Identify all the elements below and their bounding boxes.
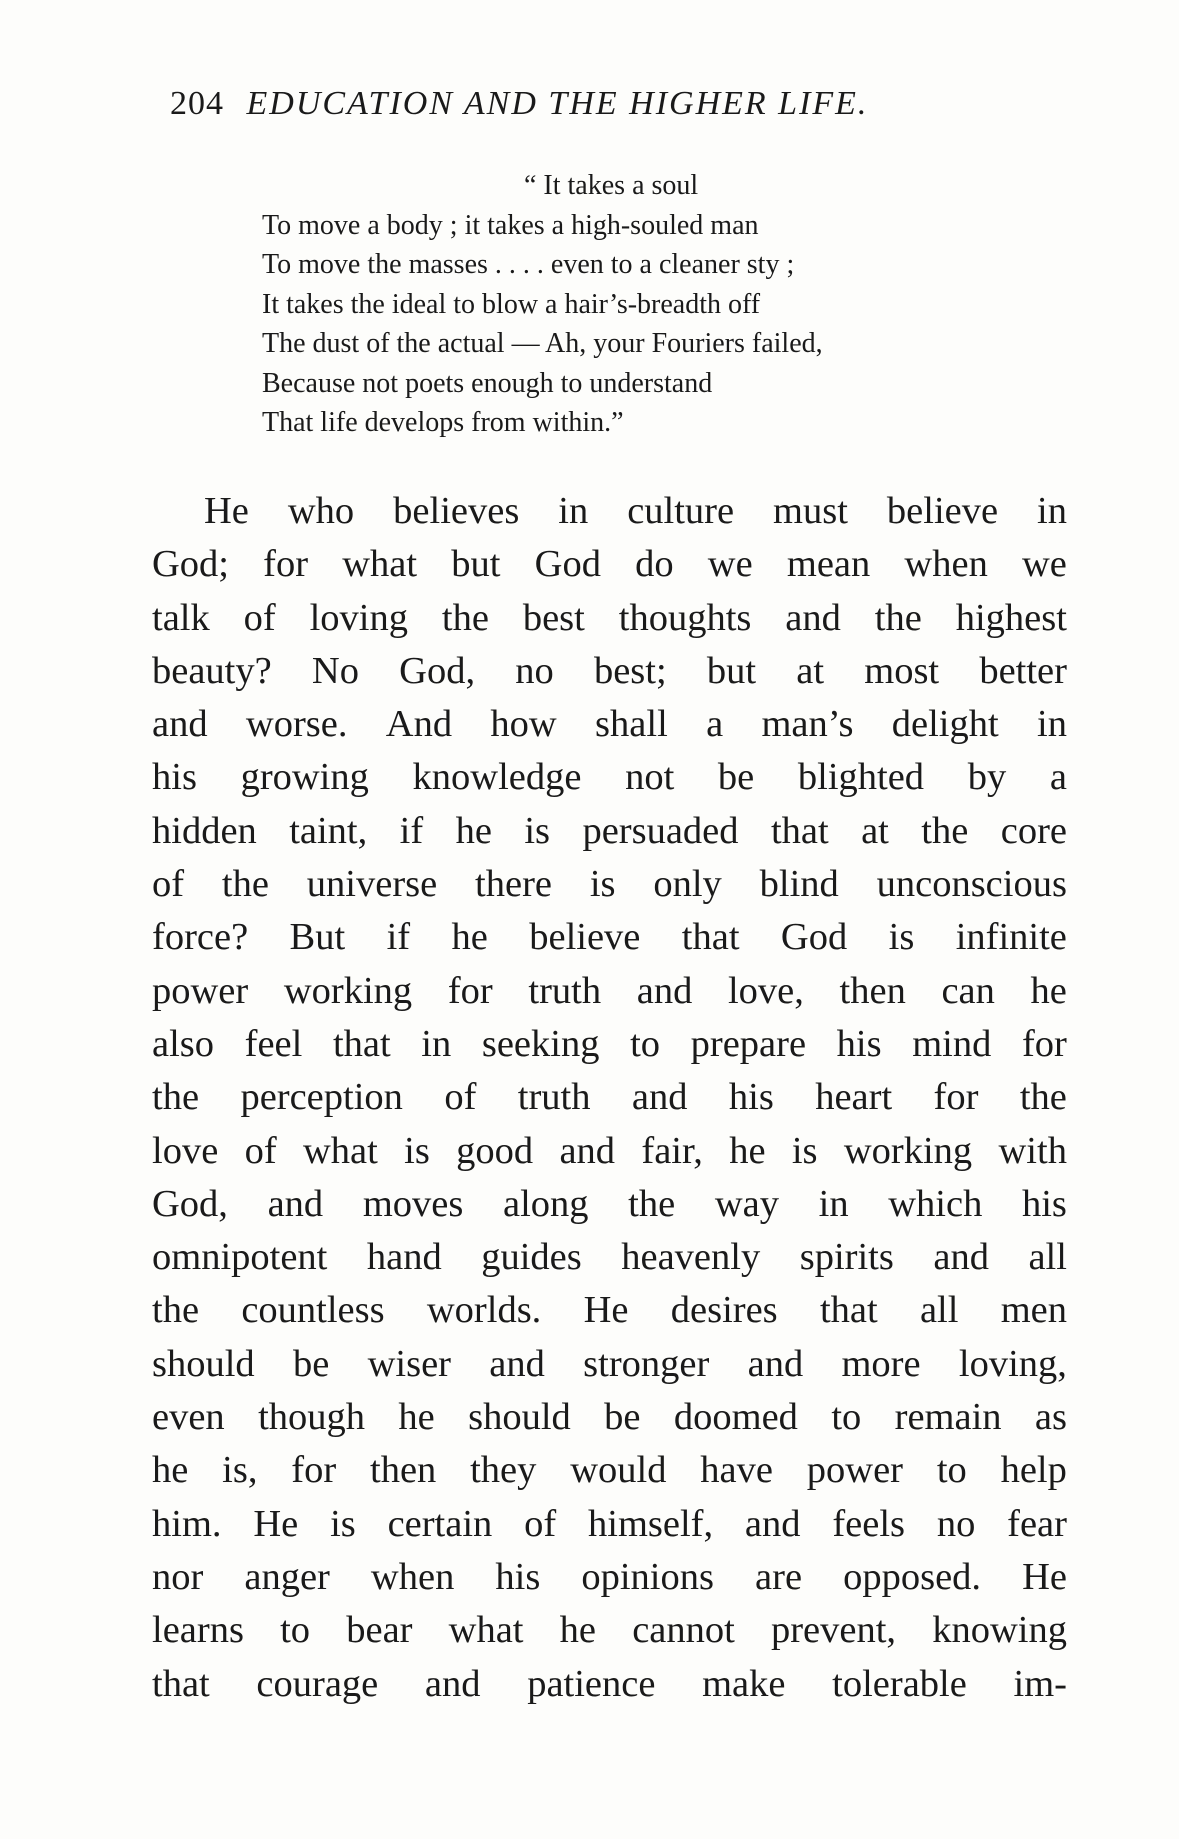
text-line: God; for what but God do we mean when we — [152, 543, 1067, 586]
page-header — [170, 82, 1030, 126]
text-line: he is, for then they would have power to help — [152, 1449, 1067, 1492]
poem-line: The dust of the actual — Ah, your Fouriers failed, — [262, 328, 823, 359]
poem-line: That life develops from within.” — [262, 407, 624, 438]
poem-line: To move a body ; it takes a high-souled man — [262, 209, 759, 241]
poem-line: “ It takes a soul — [524, 170, 699, 201]
text-line: that courage and patience make tolerable im- — [152, 1662, 1067, 1705]
text-line: talk of loving the best thoughts and the highest — [152, 596, 1067, 639]
text-line: learns to bear what he cannot prevent, knowing — [152, 1609, 1067, 1652]
poem-line: Because not poets enough to understand — [262, 367, 713, 399]
text-line: should be wiser and stronger and more loving, — [152, 1342, 1067, 1385]
text-line: love of what is good and fair, he is working with — [152, 1129, 1067, 1172]
poem-quotation — [262, 166, 1062, 443]
poem-line: To move the masses . . . . even to a cleaner sty ; — [262, 249, 795, 280]
poem-line: It takes the ideal to blow a hair’s-breadth off — [262, 288, 761, 320]
text-line: force? But if he believe that God is infinite — [152, 916, 1067, 959]
text-line: the perception of truth and his heart for the — [152, 1076, 1067, 1119]
text-line: him. He is certain of himself, and feels no fear — [152, 1502, 1067, 1545]
text-line: He who believes in culture must believe in — [204, 490, 1067, 532]
text-line: of the universe there is only blind unconscious — [152, 863, 1067, 906]
text-line: beauty? No God, no best; but at most better — [152, 649, 1067, 692]
text-line: omnipotent hand guides heavenly spirits and all — [152, 1236, 1067, 1279]
text-line: even though he should be doomed to remain as — [152, 1396, 1067, 1439]
body-paragraph — [152, 485, 1067, 1711]
page-number: 204 — [170, 85, 224, 122]
text-line: nor anger when his opinions are opposed. He — [152, 1555, 1067, 1598]
running-title: EDUCATION AND THE HIGHER LIFE. — [246, 85, 869, 122]
text-line: God, and moves along the way in which his — [152, 1182, 1067, 1225]
text-line: the countless worlds. He desires that all men — [152, 1289, 1067, 1332]
text-line: power working for truth and love, then can he — [152, 969, 1067, 1012]
text-line: his growing knowledge not be blighted by a — [152, 756, 1067, 799]
text-line: also feel that in seeking to prepare his mind for — [152, 1022, 1067, 1065]
text-line: hidden taint, if he is persuaded that at the core — [152, 809, 1067, 852]
text-line: and worse. And how shall a man’s delight in — [152, 703, 1067, 746]
